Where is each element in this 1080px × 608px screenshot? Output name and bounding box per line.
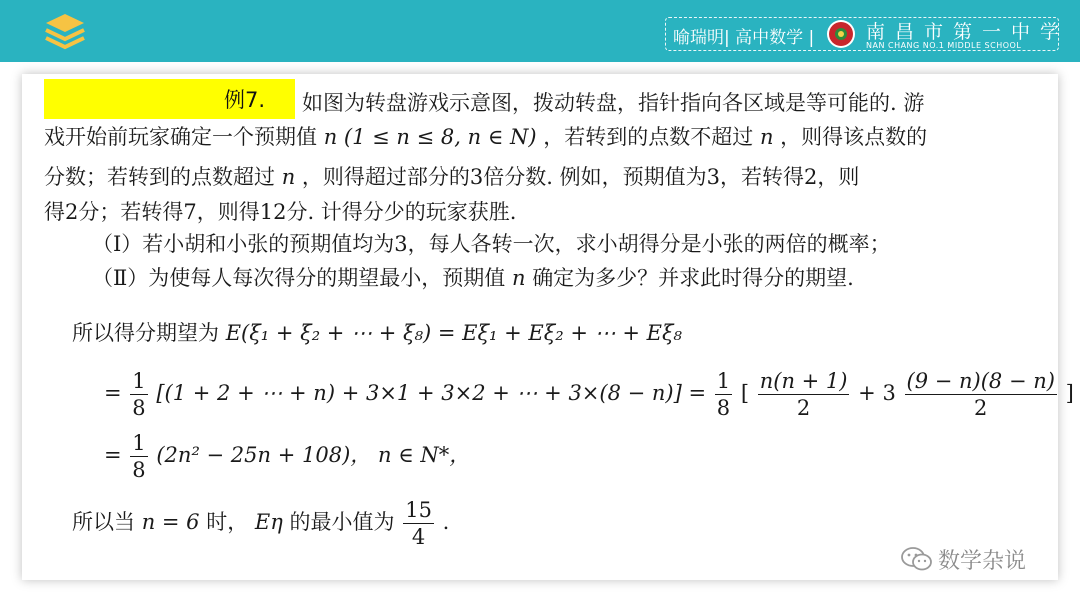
period: . bbox=[442, 510, 450, 534]
solution-text: 所以当 bbox=[72, 510, 135, 534]
frac-num: 1 bbox=[716, 369, 731, 393]
solution-math: E(ξ₁ + ξ₂ + ⋯ + ξ₈) = Eξ₁ + Eξ₂ + ⋯ + Eξ₈ bbox=[225, 321, 682, 345]
bracket-close: ] bbox=[1065, 381, 1074, 405]
frac-num: (9 − n)(8 − n) bbox=[906, 369, 1055, 393]
problem-text: 戏开始前玩家确定一个预期值 bbox=[44, 125, 317, 149]
problem-part-2 bbox=[92, 264, 854, 292]
solution-math: (2n² − 25n + 108)， bbox=[156, 443, 372, 467]
problem-text: ，则得超过部分的3倍分数. 例如，预期值为3，若转得2，则 bbox=[301, 165, 860, 189]
frac-den: 8 bbox=[132, 458, 146, 482]
problem-math: n (1 ≤ n ≤ 8, n ∈ N) bbox=[323, 125, 537, 149]
solution-line-4 bbox=[72, 497, 449, 550]
problem-text: 确定为多少？并求此时得分的期望. bbox=[532, 266, 854, 290]
frac-den: 8 bbox=[716, 396, 731, 420]
frac-den: 4 bbox=[411, 525, 426, 549]
solution-math: [(1 + 2 + ⋯ + n) + 3×1 + 3×2 + ⋯ + 3×(8 − n)] = bbox=[156, 381, 707, 405]
example-label: 例7. bbox=[223, 88, 265, 112]
problem-text: ，若转到的点数不超过 bbox=[543, 125, 754, 149]
solution-text: 所以得分期望为 bbox=[72, 321, 219, 345]
problem-text: ，则得该点数的 bbox=[780, 125, 928, 149]
frac-den: 8 bbox=[132, 396, 146, 420]
problem-text: 分数；若转到的点数超过 bbox=[44, 165, 275, 189]
fraction-excess bbox=[905, 368, 1057, 421]
watermark-text: 数学杂说 bbox=[938, 549, 1027, 574]
frac-num: 15 bbox=[405, 498, 432, 522]
problem-line-1: 如图为转盘游戏示意图，拨动转盘，指针指向各区域是等可能的. 游 bbox=[302, 91, 925, 115]
frac-num: 1 bbox=[132, 369, 146, 393]
wechat-icon bbox=[900, 545, 934, 573]
solution-line-2 bbox=[104, 368, 1074, 421]
problem-line-4: 得2分；若转得7，则得12分. 计得分少的玩家获胜. bbox=[44, 200, 517, 224]
fraction-answer bbox=[403, 497, 434, 550]
equals-sign: = bbox=[104, 443, 122, 467]
equals-sign: = bbox=[104, 381, 122, 405]
frac-den: 2 bbox=[974, 396, 988, 420]
frac-den: 2 bbox=[796, 396, 811, 420]
school-name-en: NAN CHANG NO.1 MIDDLE SCHOOL bbox=[866, 41, 1022, 50]
school-seal-icon bbox=[826, 19, 856, 49]
solution-text: 的最小值为 bbox=[289, 510, 395, 534]
fraction-one-eighth bbox=[130, 430, 147, 483]
header-bar bbox=[0, 0, 1080, 62]
solution-math: Eη bbox=[254, 510, 283, 534]
solution-math: n = 6 bbox=[141, 510, 200, 534]
problem-math: n bbox=[281, 165, 296, 189]
problem-line-2 bbox=[44, 123, 927, 151]
solution-math: n ∈ N*， bbox=[377, 443, 471, 467]
solution-line-3 bbox=[104, 430, 470, 483]
fraction-one-eighth bbox=[715, 368, 732, 421]
school-name: 南昌市第一中学 bbox=[866, 21, 1070, 43]
author-label: 喻瑞明| 高中数学 | bbox=[673, 28, 815, 48]
problem-part-1: （Ⅰ）若小胡和小张的预期值均为3，每人各转一次，求小胡得分是小张的两倍的概率； bbox=[92, 232, 891, 256]
solution-line-1 bbox=[72, 319, 682, 347]
stacked-layers-icon bbox=[44, 12, 86, 52]
fraction-sum bbox=[758, 368, 850, 421]
problem-math: n bbox=[759, 125, 774, 149]
fraction-one-eighth bbox=[130, 368, 147, 421]
problem-math: n bbox=[511, 266, 526, 290]
problem-text: （Ⅱ）为使每人每次得分的期望最小，预期值 bbox=[92, 266, 506, 290]
solution-text: 时， bbox=[206, 510, 249, 534]
solution-math: + 3 bbox=[858, 381, 896, 405]
example-tag bbox=[44, 79, 295, 119]
problem-line-3 bbox=[44, 163, 859, 191]
frac-num: n(n + 1) bbox=[759, 369, 848, 393]
bracket-open: [ bbox=[740, 381, 750, 405]
frac-num: 1 bbox=[132, 431, 146, 455]
